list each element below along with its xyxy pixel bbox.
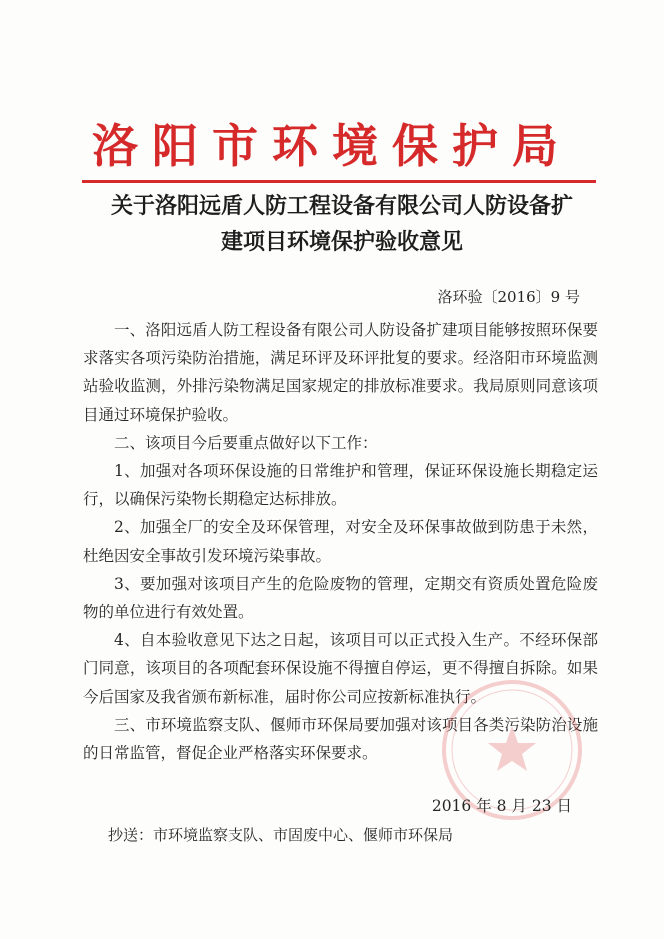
paragraph-6: 4、自本验收意见下达之日起，该项目可以正式投入生产。不经环保部门同意，该项目的各项配套环保设施不得擅自停运，更不得擅自拆除。如果今后国家及我省颁布新标准，届时你公司应按新标准执行。 bbox=[83, 631, 598, 706]
paragraph-7: 三、市环境监察支队、偃师市环保局要加强对该项目各类污染防治设施的日常监管，督促企业严格落实环保要求。 bbox=[83, 715, 598, 763]
issuing-authority-header: 洛阳市环境保护局 bbox=[92, 119, 572, 173]
issue-date: 2016 年 8 月 23 日 bbox=[431, 797, 572, 815]
document-number: 洛环验〔2016〕9 号 bbox=[437, 288, 580, 306]
paragraph-1: 一、洛阳远盾人防工程设备有限公司人防设备扩建项目能够按照环保要求落实各项污染防治措施，满足环评及环评批复的要求。经洛阳市环境监测站验收监测，外排污染物满足国家规定的排放标准要求。我局原则同意该项目通过环境保护验收。 bbox=[83, 321, 598, 424]
paragraph-5: 3、要加强对该项目产生的危险废物的管理，定期交有资质处置危险废物的单位进行有效处置。 bbox=[83, 574, 598, 622]
header-divider-rule bbox=[82, 180, 596, 183]
paragraph-3: 1、加强对各项环保设施的日常维护和管理，保证环保设施长期稳定运行，以确保污染物长期稳定达标排放。 bbox=[83, 462, 598, 509]
document-title-line-1: 关于洛阳远盾人防工程设备有限公司人防设备扩 bbox=[110, 194, 573, 219]
cc-recipients: 抄送：市环境监察支队、市固废中心、偃师市环保局 bbox=[108, 826, 454, 844]
paragraph-2: 二、该项目今后要重点做好以下工作： bbox=[114, 433, 378, 452]
document-title-line-2: 建项目环境保护验收意见 bbox=[220, 230, 463, 255]
document-body bbox=[83, 316, 598, 767]
paragraph-4: 2、加强全厂的安全及环保管理，对安全及环保事故做到防患于未然，杜绝因安全事故引发环境污染事故。 bbox=[83, 518, 598, 565]
